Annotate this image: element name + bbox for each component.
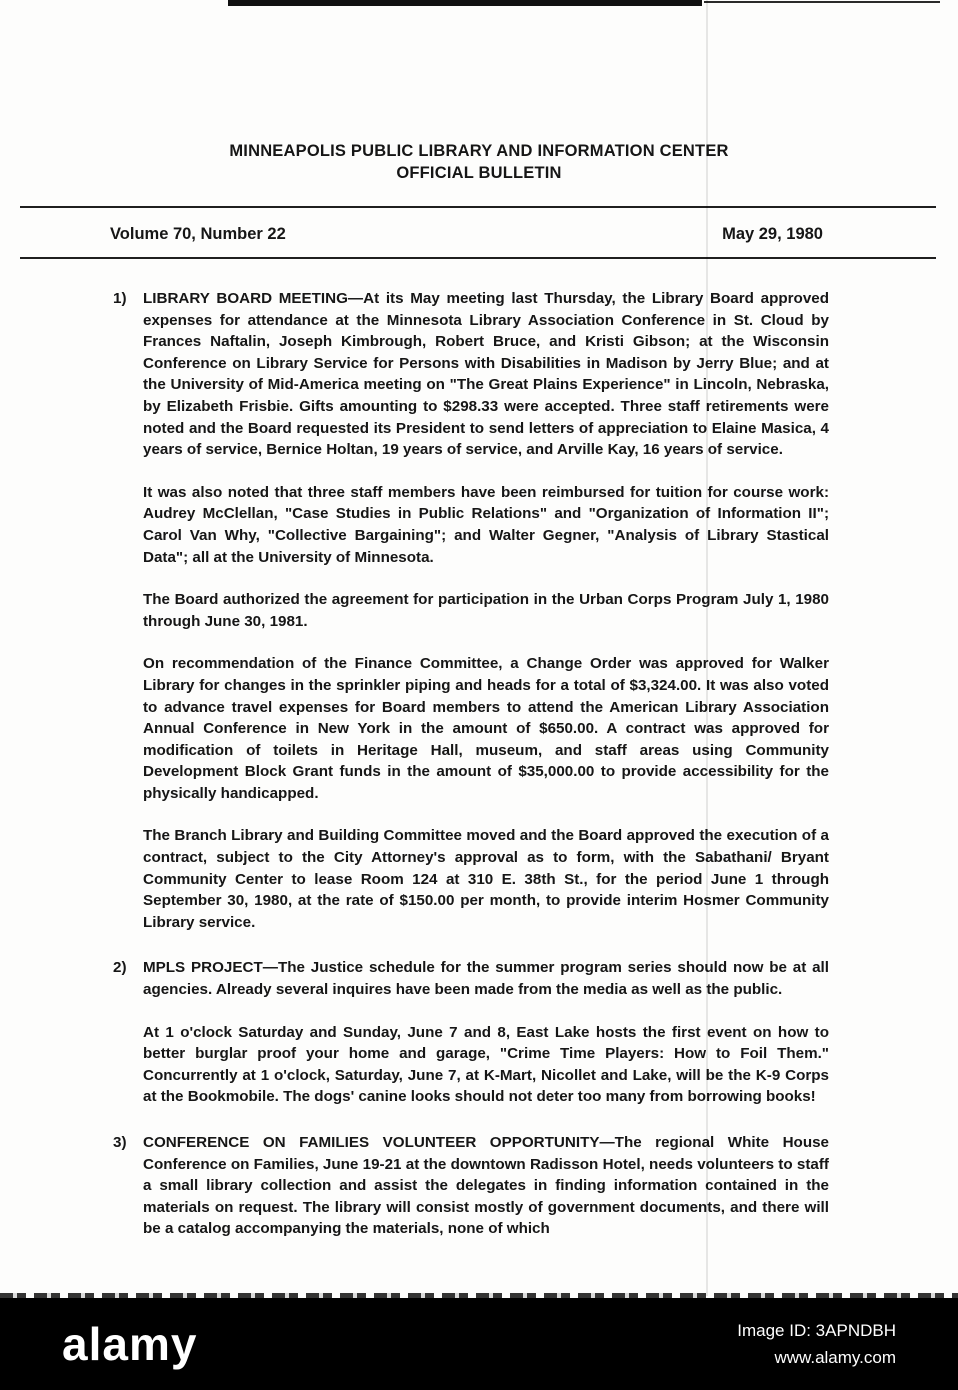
item-paragraph: LIBRARY BOARD MEETING—At its May meeting last Thursday, the Library Board approved expenses for attendance at the Minnesota Library Association Conference in St. Cloud by Frances Naftalin, Joseph Kimbrough, Robert Bruce, and Kristi Gibson; at the Wisconsin Conference on Library Service for Persons with Disabilities in Madison by Jerry Blue; and at the University of Mid-America meeting on "The Great Plains Experience" in Lincoln, Nebraska, by Elizabeth Frisbie. Gifts amounting to $298.33 were accepted. Three staff retirements were noted and the Board requested its President to send letters of appreciation to Elaine Masica, 4 years of service, Bernice Holtan, 19 years of service, and Arville Kay, 16 years of service.	[143, 290, 829, 459]
page-title: MINNEAPOLIS PUBLIC LIBRARY AND INFORMATION CENTER	[229, 142, 729, 160]
item-paragraphs	[143, 957, 829, 1132]
bulletin-item	[113, 1132, 829, 1264]
footer-info	[737, 1317, 896, 1371]
bulletin-item	[113, 957, 829, 1132]
scan-artifact-top-bar	[228, 0, 702, 6]
horizontal-rule	[20, 257, 936, 259]
scan-fold-line	[706, 0, 708, 1296]
issue-info-row	[110, 225, 823, 244]
volume-number: Volume 70, Number 22	[110, 225, 286, 243]
scan-artifact-top-line	[704, 1, 940, 3]
item-paragraph: It was also noted that three staff members have been reimbursed for tuition for course work: Audrey McClellan, "Case Studies in Public Relations" and "Organization of Information II"; Carol Van Why, "Collective Bargaining"; and Walter Gegner, "Analysis of Library Stastical Data"; all at the University of Minnesota.	[143, 483, 829, 566]
item-number: 2)	[113, 959, 127, 977]
item-paragraph: The Board authorized the agreement for participation in the Urban Corps Program July 1, 1980 through June 30, 1981.	[143, 591, 829, 630]
bulletin-item	[113, 288, 829, 957]
item-paragraphs	[143, 1132, 829, 1264]
alamy-logo: alamy	[62, 1318, 198, 1370]
masthead	[0, 140, 958, 184]
watermark-footer-bar	[0, 1298, 958, 1390]
item-paragraphs	[143, 288, 829, 957]
issue-date: May 29, 1980	[722, 225, 823, 243]
alamy-url-text: www.alamy.com	[774, 1348, 896, 1367]
item-paragraph: On recommendation of the Finance Committee, a Change Order was approved for Walker Library for changes in the sprinkler piping and heads for a total of $3,324.00. It was also voted to advance travel expenses for Board members to attend the American Library Association Annual Conference in New York in the amount of $650.00. A contract was approved for modification of toilets in Heritage Hall, museum, and staff areas using Community Development Block Grant funds in the amount of $35,000.00 to provide accessibility for the physically handicapped.	[143, 655, 829, 802]
bulletin-body	[113, 288, 829, 1264]
item-number: 1)	[113, 290, 127, 307]
item-paragraph: The Branch Library and Building Committee moved and the Board approved the execution of a contract, subject to the City Attorney's approval as to form, with the Sabathani/ Bryant Community Center to lease Room 124 at 310 E. 38th St., for the period June 1 through September 30, 1980, at the rate of $150.00 per month, to provide interim Hosmer Community Library service.	[143, 827, 829, 931]
item-paragraph: MPLS PROJECT—The Justice schedule for the summer program series should now be at all agencies. Already several inquires have been made from the media as well as the public.	[143, 959, 829, 999]
bulletin-subtitle: OFFICIAL BULLETIN	[396, 164, 562, 182]
item-paragraph: CONFERENCE ON FAMILIES VOLUNTEER OPPORTUNITY—The regional White House Conference on Families, June 19-21 at the downtown Radisson Hotel, needs volunteers to staff a small library collection and assist the delegates in finding information contained in the materials on request. The library will consist mostly of government documents, and there will be a catalog accompanying the materials, none of which	[143, 1134, 829, 1238]
image-id-text: Image ID: 3APNDBH	[737, 1321, 896, 1340]
item-paragraph: At 1 o'clock Saturday and Sunday, June 7 and 8, East Lake hosts the first event on how to better burglar proof your home and garage, "Crime Time Players: How to Foil Them." Concurrently at 1 o'clock, Saturday, June 7, at K-Mart, Nicollet and Lake, will be the K-9 Corps at the Bookmobile. The dogs' canine looks should not deter too many from borrowing books!	[143, 1023, 829, 1106]
item-number: 3)	[113, 1134, 127, 1151]
horizontal-rule	[20, 206, 936, 208]
